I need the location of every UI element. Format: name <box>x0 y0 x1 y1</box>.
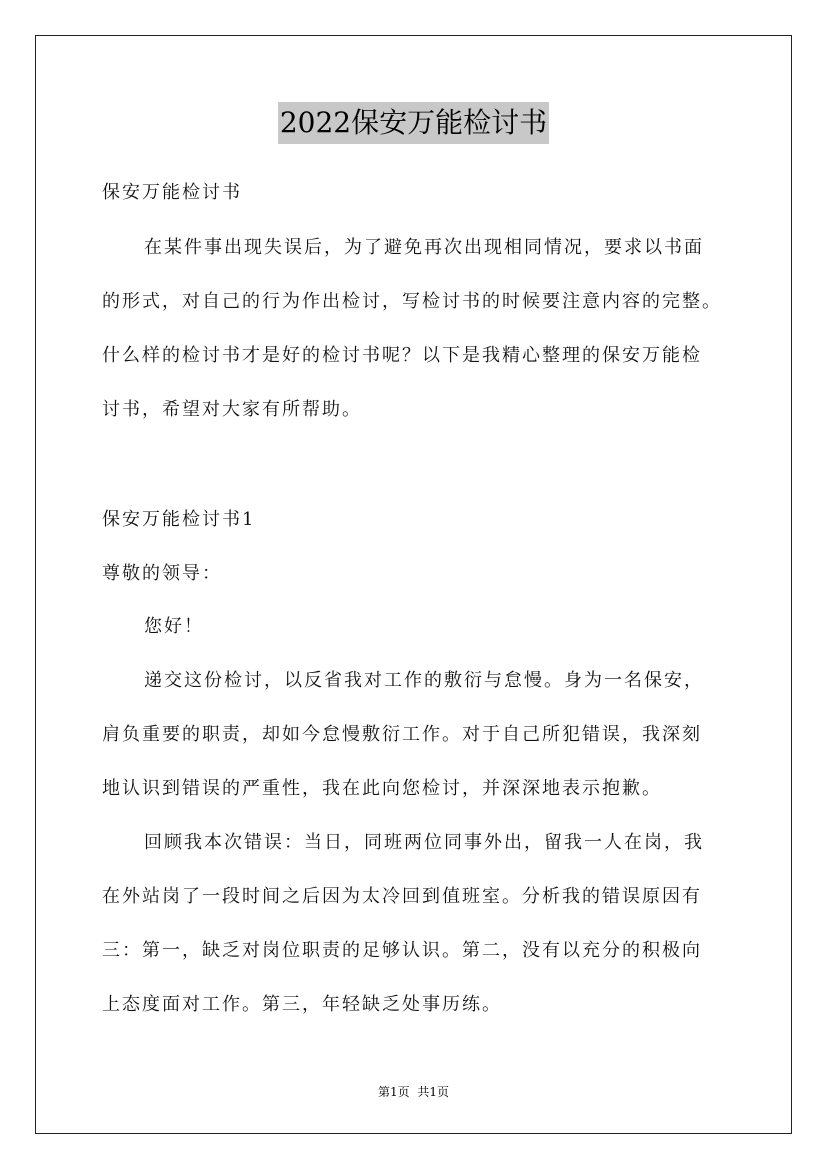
paragraph-line: 上态度面对工作。第三，年轻缺乏处事历练。 <box>102 994 502 1015</box>
paragraph-line: 回顾我本次错误：当日，同班两位同事外出，留我一人在岗，我 <box>144 832 704 853</box>
page-number: 第1页 <box>377 1085 410 1099</box>
paragraph-line: 肩负重要的职责，却如今怠慢敷衍工作。对于自己所犯错误，我深刻 <box>102 724 702 745</box>
document-title: 2022保安万能检讨书 <box>278 102 549 144</box>
paragraph-line: 三：第一，缺乏对岗位职责的足够认识。第二，没有以充分的积极向 <box>102 940 702 961</box>
page-footer <box>0 1084 827 1100</box>
section-heading: 保安万能检讨书1 <box>102 509 256 530</box>
paragraph-line: 地认识到错误的严重性，我在此向您检讨，并深深地表示抱歉。 <box>102 778 662 799</box>
paragraph-line: 的形式，对自己的行为作出检讨，写检讨书的时候要注意内容的完整。 <box>102 291 722 312</box>
greeting: 您好！ <box>144 616 204 637</box>
section-heading: 保安万能检讨书 <box>102 182 242 203</box>
paragraph-line: 在外站岗了一段时间之后因为太冷回到值班室。分析我的错误原因有 <box>102 886 702 907</box>
paragraph-line: 递交这份检讨，以反省我对工作的敷衍与怠慢。身为一名保安， <box>144 670 704 691</box>
paragraph-line: 在某件事出现失误后，为了避免再次出现相同情况，要求以书面 <box>144 237 704 258</box>
page-total: 共1页 <box>417 1085 450 1099</box>
title-container <box>0 102 827 144</box>
paragraph-line: 什么样的检讨书才是好的检讨书呢？以下是我精心整理的保安万能检 <box>102 345 702 366</box>
salutation: 尊敬的领导： <box>102 563 222 584</box>
paragraph-line: 讨书，希望对大家有所帮助。 <box>102 399 362 420</box>
